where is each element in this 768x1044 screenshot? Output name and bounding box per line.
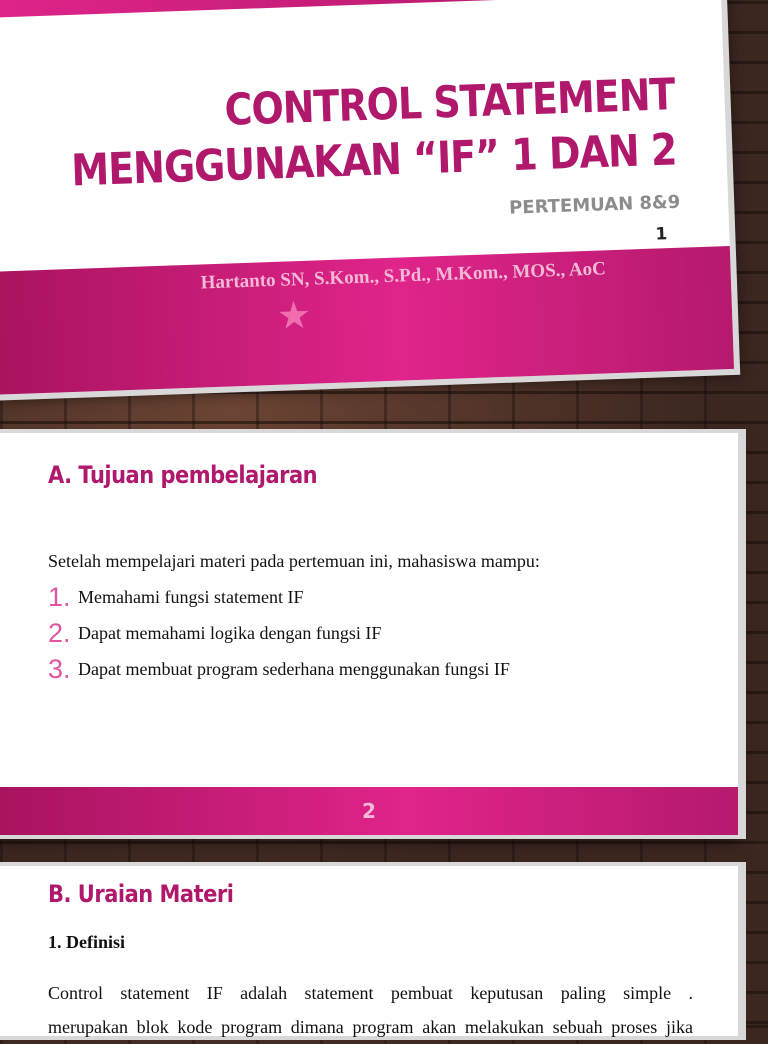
paragraph-line: Control statement IF adalah statement pembuat keputusan paling simple .: [48, 983, 693, 1003]
top-accent-bar: [0, 0, 561, 18]
objectives-list: [48, 579, 510, 687]
title-line-1: CONTROL STATEMENT: [223, 68, 676, 136]
section-heading: A. Tujuan pembelajaran: [48, 461, 318, 489]
paragraph-line: merupakan blok kode program dimana program akan melakukan sebuah proses jika: [48, 1017, 693, 1037]
slide-subtitle: PERTEMUAN 8&9: [508, 191, 681, 219]
list-number: 3.: [48, 653, 71, 684]
material-slide: [0, 866, 738, 1036]
objectives-slide: [0, 433, 738, 835]
list-number: 1.: [48, 581, 71, 612]
list-text: Dapat memahami logika dengan fungsi IF: [78, 622, 382, 643]
list-text: Memahami fungsi statement IF: [78, 586, 304, 607]
list-item: [48, 615, 510, 651]
list-text: Dapat membuat program sederhana menggunakan fungsi IF: [78, 658, 510, 679]
author-name: Hartanto SN, S.Kom., S.Pd., M.Kom., MOS., AoC: [200, 258, 607, 294]
list-number: 2.: [48, 617, 71, 648]
list-item: [48, 579, 510, 615]
title-slide: [0, 0, 734, 395]
subsection-heading: 1. Definisi: [48, 932, 126, 952]
title-line-2: MENGGUNAKAN “IF” 1 DAN 2: [70, 124, 678, 196]
slide-title: [69, 67, 678, 198]
intro-text: Setelah mempelajari materi pada pertemuan ini, mahasiswa mampu:: [48, 551, 540, 571]
page-number: 2: [362, 799, 376, 823]
list-item: [48, 651, 510, 687]
page-number: 1: [655, 224, 668, 245]
star-icon: ★: [276, 294, 312, 338]
section-heading: B. Uraian Materi: [48, 880, 234, 908]
definition-paragraph: [48, 976, 693, 1044]
